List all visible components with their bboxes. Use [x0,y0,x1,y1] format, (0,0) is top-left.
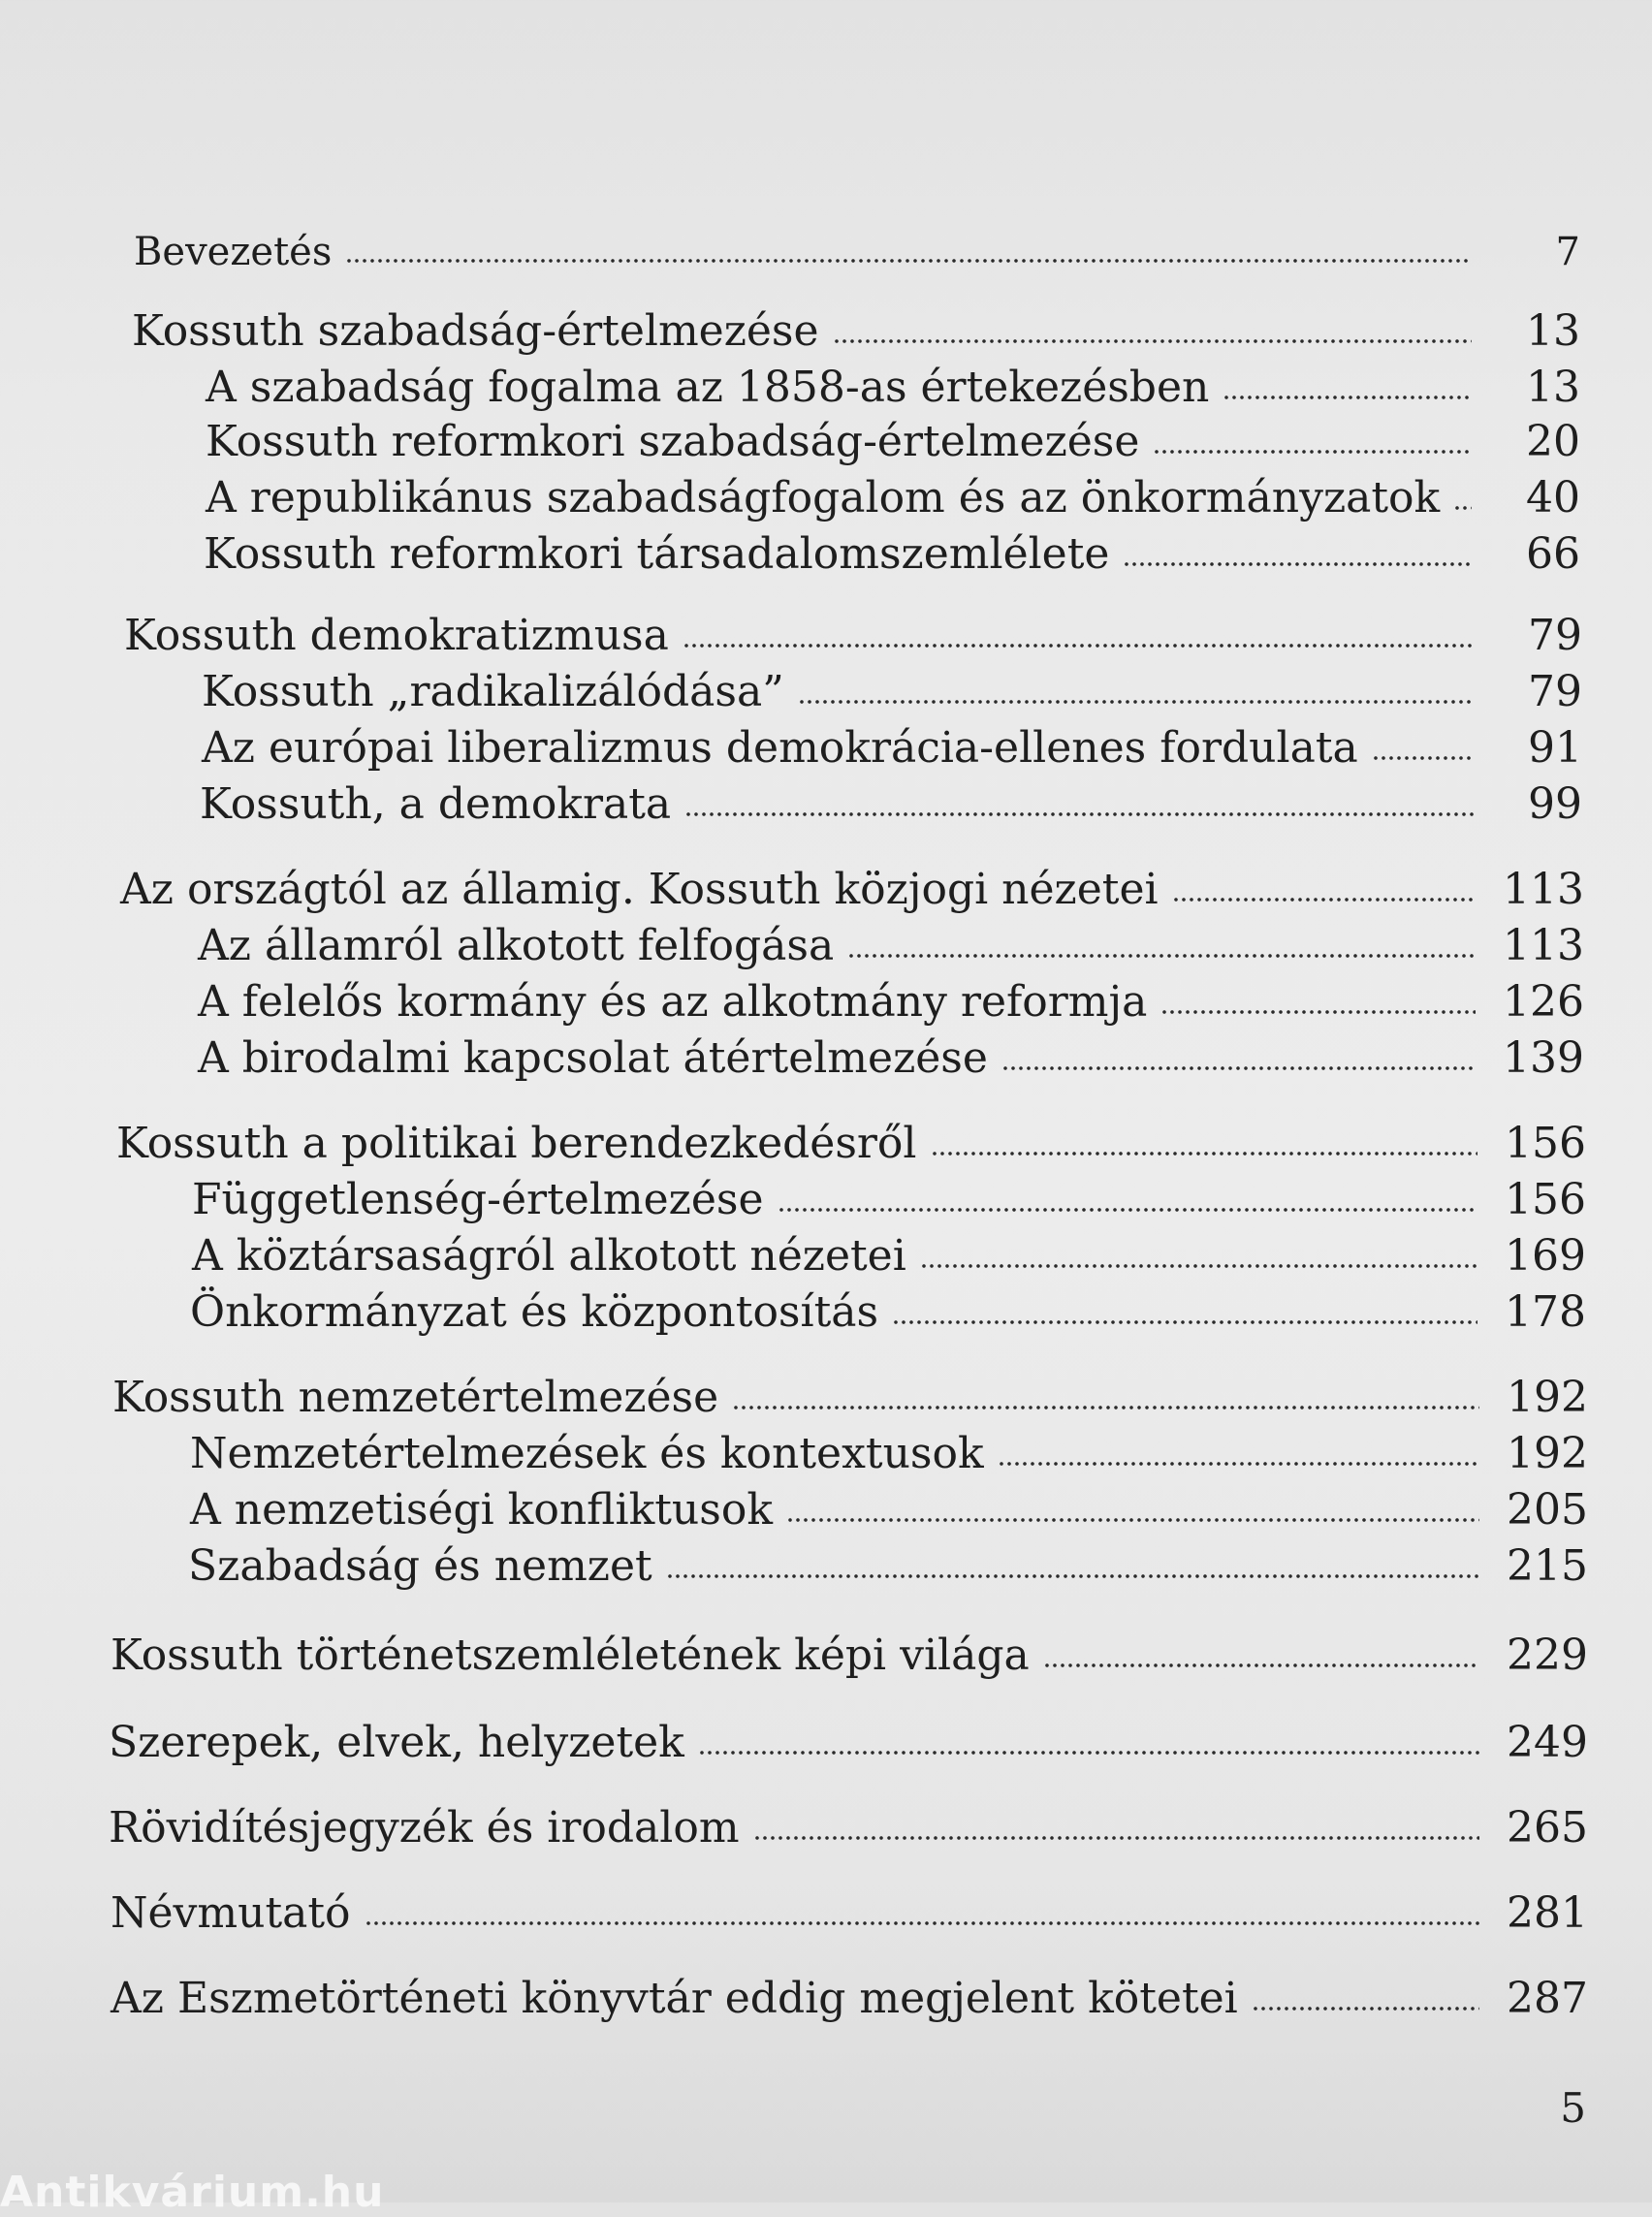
toc-entry-title: Kossuth nemzetértelmezése [112,1373,719,1422]
dot-leader [833,339,1472,343]
toc-entry-title: Nemzetértelmezések és kontextusok [190,1429,984,1478]
dot-leader [345,259,1472,263]
dot-leader [1172,898,1476,902]
toc-entry-page: 192 [1507,1429,1588,1478]
toc-entry-page: 113 [1503,865,1584,914]
toc-entry [116,1119,1586,1169]
dot-leader [753,1836,1479,1840]
dot-leader [931,1152,1478,1156]
toc-entry-title: Kossuth „radikalizálódása” [202,667,784,716]
toc-entry-title: Rövidítésjegyzék és irodalom [109,1803,740,1853]
toc-entry [204,529,1580,580]
dot-leader [778,1208,1478,1212]
dot-leader [684,812,1474,816]
toc-entry-page: 156 [1505,1119,1586,1168]
toc-entry [188,1541,1588,1592]
toc-entry-page: 178 [1505,1287,1586,1337]
toc-entry [192,1231,1586,1282]
toc-entry-page: 13 [1526,363,1580,412]
toc-entry [134,227,1580,277]
toc-entry-title: A felelős kormány és az alkotmány reformja [198,977,1148,1027]
toc-entry [198,921,1584,971]
toc-entry-page: 66 [1526,529,1580,579]
toc-entry-title: Kossuth, a demokrata [200,779,672,829]
toc-entry-page: 229 [1507,1631,1588,1680]
toc-entry-title: Az Eszmetörténeti könyvtár eddig megjelent kötetei [111,1974,1238,2023]
toc-entry [206,473,1580,523]
toc-entry-title: A szabadság fogalma az 1858-as értekezésben [206,363,1210,412]
toc-entry-title: Kossuth reformkori társadalomszemlélete [204,529,1110,579]
dot-leader [666,1574,1479,1578]
dot-leader [1043,1663,1479,1667]
toc-entry-page: 287 [1507,1974,1588,2023]
toc-entry [120,865,1584,915]
toc-entry [202,723,1582,774]
dot-leader [1160,1010,1476,1014]
toc-entry-page: 113 [1503,921,1584,970]
dot-leader [365,1921,1479,1925]
dot-leader [892,1320,1477,1324]
toc-entry-title: Bevezetés [134,230,333,274]
toc-entry-page: 7 [1555,230,1580,274]
dot-leader [1372,756,1474,760]
dot-leader [683,644,1474,648]
toc-entry-page: 40 [1526,473,1580,523]
toc-entry-page: 281 [1507,1888,1588,1938]
dot-leader [1153,450,1472,454]
dot-leader [1001,1066,1476,1070]
toc-entry-title: Kossuth reformkori szabadság-értelmezése [206,417,1140,466]
dot-leader [798,700,1474,704]
toc-entry [202,667,1582,717]
toc-entry-page: 20 [1526,417,1580,466]
toc-entry [109,1803,1588,1853]
toc-entry-title: A birodalmi kapcsolat átértelmezése [198,1033,988,1083]
dot-leader [920,1264,1477,1268]
toc-entry-title: Az államról alkotott felfogása [198,921,835,970]
dot-leader [1453,506,1472,510]
toc-entry [132,306,1580,357]
page-number: 5 [1560,2084,1586,2132]
toc-entry [111,1974,1588,2024]
toc-entry-page: 13 [1526,306,1580,356]
toc-entry-page: 192 [1507,1373,1588,1422]
toc-entry-title: Önkormányzat és központosítás [190,1287,879,1337]
dot-leader [786,1518,1479,1522]
dot-leader [1223,396,1472,399]
toc-entry-title: Függetlenség-értelmezése [192,1175,764,1224]
toc-entry [111,1888,1588,1939]
toc-entry [198,977,1584,1028]
toc-entry-page: 249 [1507,1718,1588,1767]
toc-entry-page: 169 [1505,1231,1586,1281]
dot-leader [847,954,1476,958]
toc-entry-page: 139 [1503,1033,1584,1083]
toc-entry-page: 91 [1528,723,1582,773]
toc-entry [190,1287,1586,1338]
toc-entry [198,1033,1584,1084]
toc-entry-title: A köztársaságról alkotott nézetei [192,1231,906,1281]
toc-entry [112,1373,1588,1423]
dot-leader [1123,562,1472,566]
toc-entry-title: Szabadság és nemzet [188,1541,652,1591]
toc-entry-page: 205 [1507,1485,1588,1535]
dot-leader [698,1751,1479,1755]
toc-entry-title: Kossuth szabadság-értelmezése [132,306,819,356]
toc-entry-title: Szerepek, elvek, helyzetek [109,1718,684,1767]
toc-entry-title: A nemzetiségi konfliktusok [190,1485,774,1535]
toc-entry [109,1718,1588,1768]
dot-leader [998,1462,1479,1466]
toc-entry-page: 156 [1505,1175,1586,1224]
dot-leader [1252,2007,1479,2011]
toc-entry-title: A republikánus szabadságfogalom és az önkormányzatok [206,473,1441,523]
toc-entry-title: Névmutató [111,1888,351,1938]
toc-entry [200,779,1582,830]
toc-entry [190,1485,1588,1536]
toc-entry-page: 265 [1507,1803,1588,1853]
toc-entry-page: 79 [1528,611,1582,660]
toc-entry-page: 126 [1503,977,1584,1027]
toc-entry-title: Kossuth történetszemléletének képi világa [111,1631,1030,1680]
toc-entry-title: Az európai liberalizmus demokrácia-ellenes fordulata [202,723,1358,773]
toc-entry-title: Az országtól az államig. Kossuth közjogi nézetei [120,865,1159,914]
dot-leader [732,1406,1479,1409]
toc-entry [206,417,1580,467]
toc-entry [124,611,1582,661]
toc-entry [111,1631,1588,1681]
toc-entry [206,363,1580,413]
toc-entry [192,1175,1586,1225]
toc-entry-title: Kossuth demokratizmusa [124,611,669,660]
toc-entry-page: 215 [1507,1541,1588,1591]
toc-entry-page: 79 [1528,667,1582,716]
toc-entry-title: Kossuth a politikai berendezkedésről [116,1119,917,1168]
toc-entry [190,1429,1588,1479]
toc-entry-page: 99 [1528,779,1582,829]
watermark: Antikvárium.hu [0,2168,385,2217]
